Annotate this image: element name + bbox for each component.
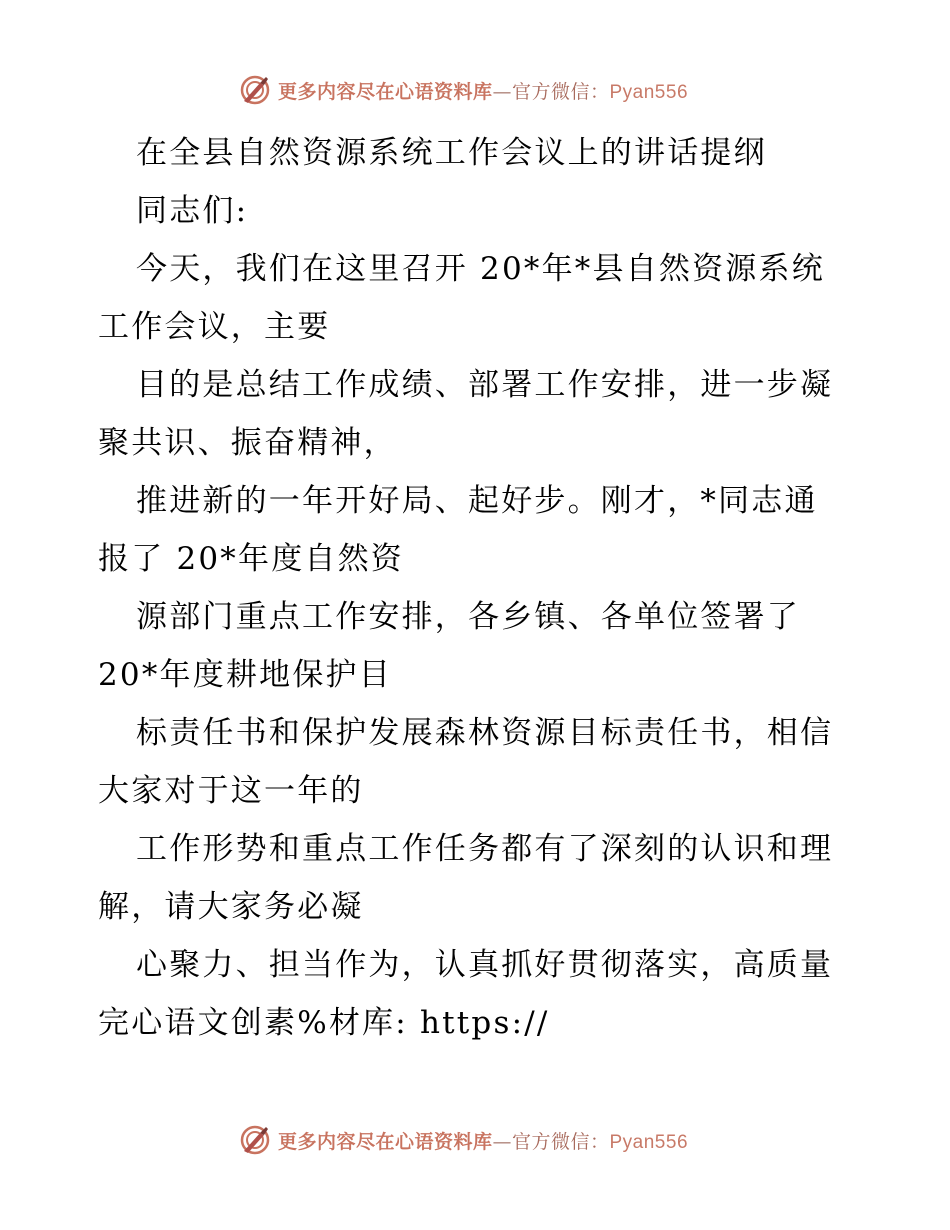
paragraph-line: 心聚力、担当作为，认真抓好贯彻落实，高质量 (136, 947, 834, 983)
paragraph-line: 目的是总结工作成绩、部署工作安排，进一步凝 (136, 367, 834, 403)
document-title: 在全县自然资源系统工作会议上的讲话提纲 (136, 135, 767, 171)
footer-watermark (0, 1120, 950, 1160)
paragraph-line: 推进新的一年开好局、起好步。刚才，*同志通 (136, 483, 818, 519)
paragraph-line: 解，请大家务必凝 (98, 889, 364, 925)
watermark-group (238, 1123, 688, 1157)
watermark-official-label: 官方微信： (511, 1130, 610, 1153)
paragraph-line: 标责任书和保护发展森林资源目标责任书，相信 (136, 715, 834, 751)
logo-icon (238, 1123, 272, 1157)
paragraph-line: 聚共识、振奋精神， (98, 425, 397, 461)
greeting-line: 同志们: (136, 193, 249, 229)
logo-icon (238, 73, 272, 107)
paragraph-line: 源部门重点工作安排，各乡镇、各单位签署了 (136, 599, 800, 635)
header-watermark (0, 70, 950, 110)
document-body (98, 124, 868, 1052)
watermark-group (238, 73, 688, 107)
paragraph-line: 大家对于这一年的 (98, 773, 364, 809)
watermark-dash: — (492, 1130, 512, 1153)
watermark-wechat-id: Pyan556 (609, 1131, 689, 1153)
watermark-text (278, 77, 688, 104)
paragraph-line: 工作会议，主要 (98, 309, 331, 345)
watermark-text (278, 1127, 688, 1154)
paragraph-line: 工作形势和重点工作任务都有了深刻的认识和理 (136, 831, 834, 867)
watermark-library-text: 更多内容尽在心语资料库 (277, 1130, 493, 1153)
paragraph-line: 完心语文创素%材库: https:// (98, 1005, 550, 1041)
watermark-wechat-id: Pyan556 (609, 81, 689, 103)
paragraph-line: 20*年度耕地保护目 (98, 657, 392, 693)
watermark-library-text: 更多内容尽在心语资料库 (277, 80, 493, 103)
watermark-dash: — (492, 80, 512, 103)
paragraph-line: 今天，我们在这里召开 20*年*县自然资源系统 (136, 251, 825, 287)
watermark-official-label: 官方微信： (511, 80, 610, 103)
paragraph-line: 报了 20*年度自然资 (98, 541, 404, 577)
